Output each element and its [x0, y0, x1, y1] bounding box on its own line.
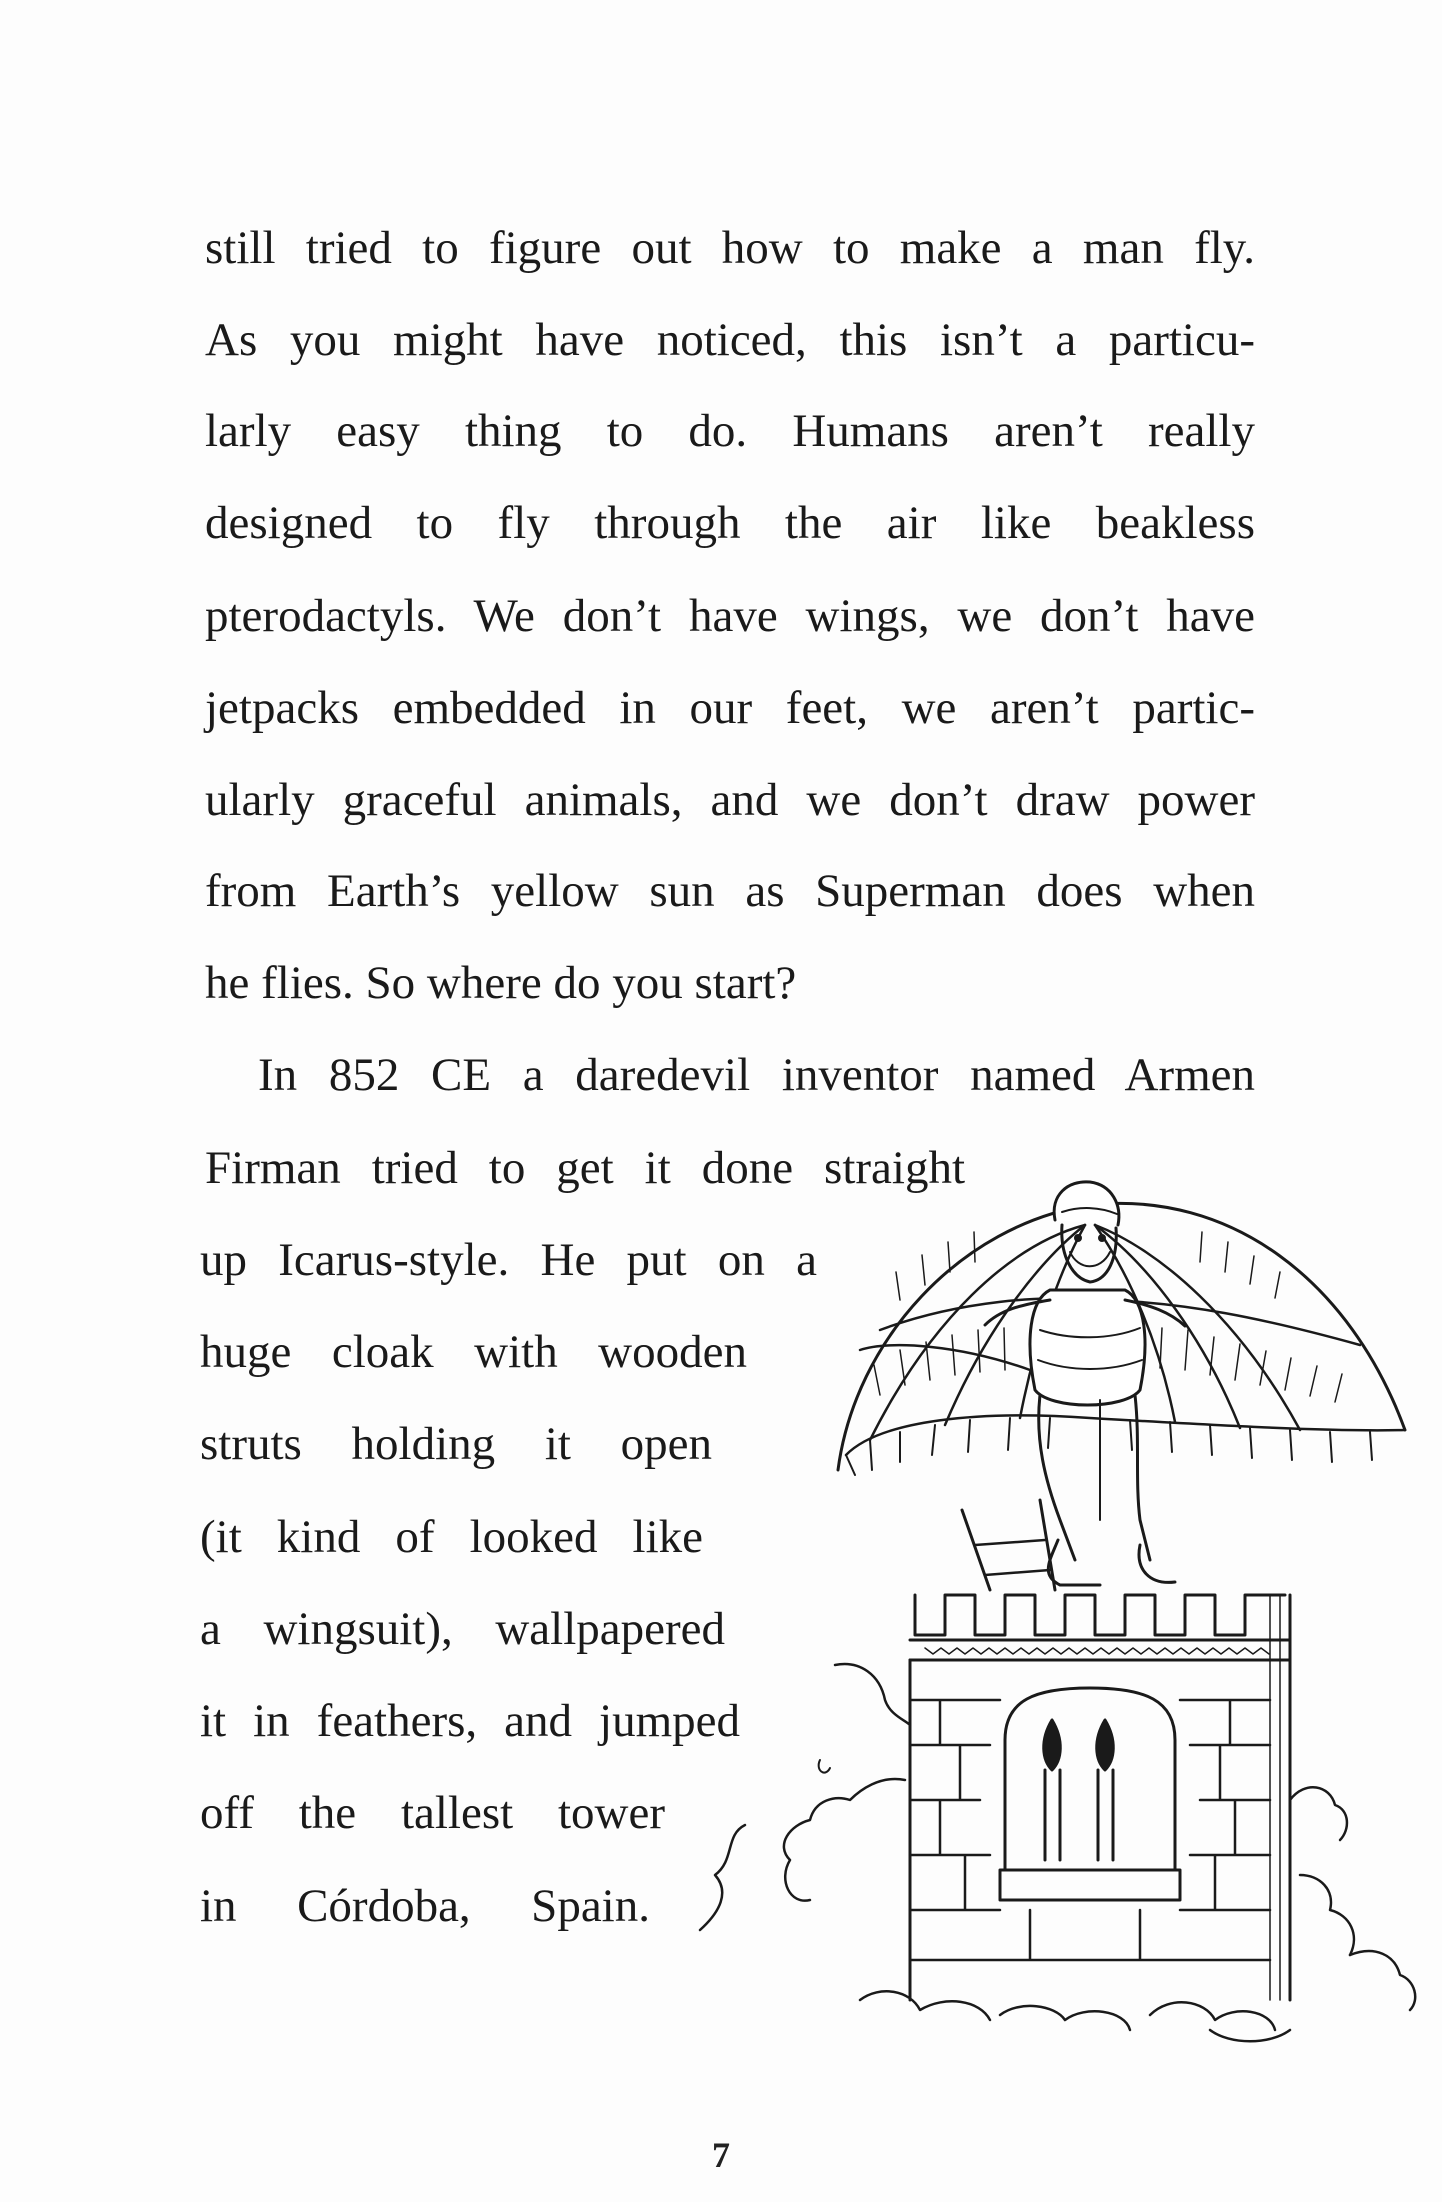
- text-line: larly easy thing to do. Humans aren’t really: [205, 405, 1255, 457]
- text-line: huge cloak with wooden: [200, 1326, 747, 1378]
- text-line: ularly graceful animals, and we don’t draw power: [205, 774, 1255, 826]
- text-line: pterodactyls. We don’t have wings, we don’t have: [205, 590, 1255, 642]
- page-number: 7: [712, 2135, 730, 2175]
- text-line: up Icarus-style. He put on a: [200, 1234, 817, 1286]
- text-line: off the tallest tower: [200, 1787, 665, 1839]
- text-line: from Earth’s yellow sun as Superman does when: [205, 865, 1255, 917]
- text-line: jetpacks embedded in our feet, we aren’t partic-: [205, 682, 1255, 734]
- text-line: In 852 CE a daredevil inventor named Armen: [258, 1049, 1255, 1101]
- text-line: Firman tried to get it done straight: [205, 1142, 965, 1194]
- text-line: struts holding it open: [200, 1418, 712, 1470]
- text-line: he flies. So where do you start?: [205, 957, 797, 1009]
- text-line: in Córdoba, Spain.: [200, 1880, 650, 1932]
- text-line: it in feathers, and jumped: [200, 1695, 740, 1747]
- text-line: (it kind of looked like: [200, 1511, 703, 1563]
- text-line: still tried to figure out how to make a man fly.: [205, 222, 1255, 274]
- text-line: a wingsuit), wallpapered: [200, 1603, 725, 1655]
- text-line: designed to fly through the air like beakless: [205, 497, 1255, 549]
- text-line: As you might have noticed, this isn’t a particu-: [205, 314, 1255, 366]
